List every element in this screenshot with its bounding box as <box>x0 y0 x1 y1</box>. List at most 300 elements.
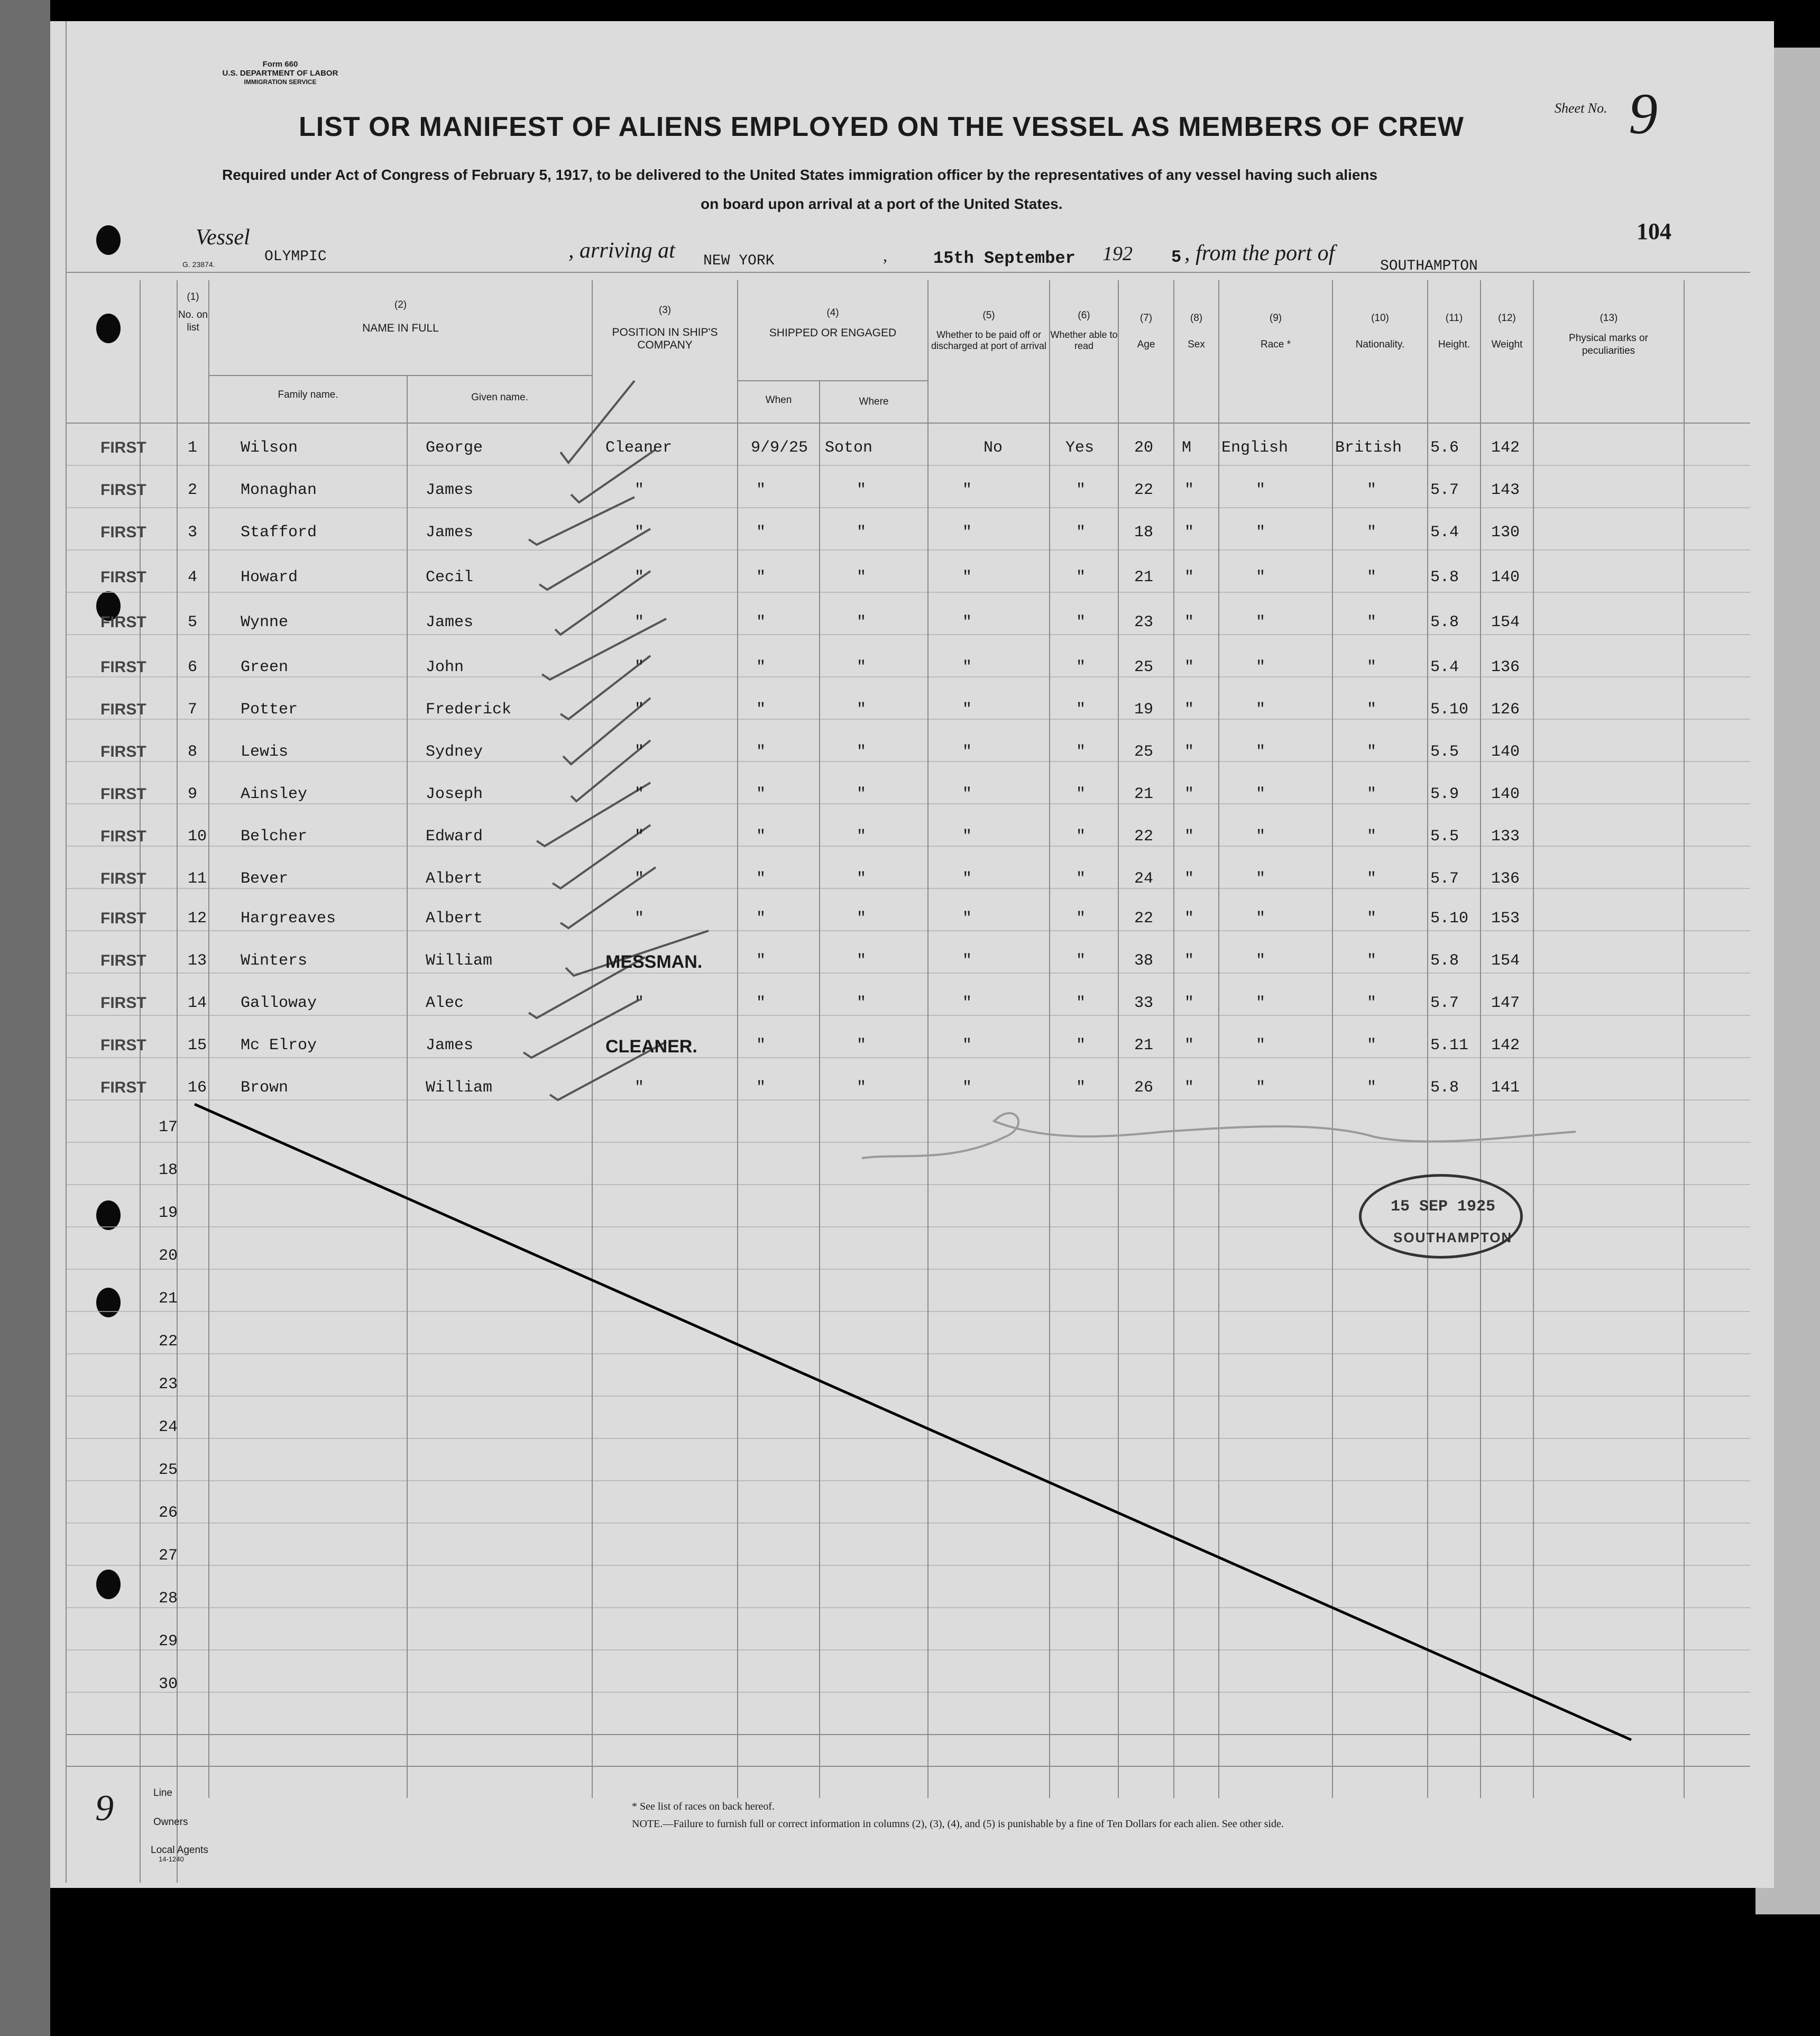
cell-given: Sydney <box>426 743 483 761</box>
cell-sex: " <box>1184 828 1194 846</box>
col4-header <box>738 307 928 340</box>
row-number: 19 <box>159 1204 178 1222</box>
col7-label: Age <box>1137 339 1155 350</box>
cell-given: William <box>426 952 493 970</box>
col12-label: Weight <box>1491 339 1523 350</box>
form-title: LIST OR MANIFEST OF ALIENS EMPLOYED ON THE VESSEL AS MEMBERS OF CREW <box>299 112 1464 142</box>
cell-height: 5.4 <box>1430 658 1459 676</box>
cell-age: 22 <box>1134 910 1154 928</box>
cell-given: George <box>426 439 483 457</box>
cell-weight: 154 <box>1491 613 1520 631</box>
cell-when: " <box>756 994 766 1012</box>
cell-family: Belcher <box>241 828 308 846</box>
footer-code: 14-1240 <box>159 1855 184 1863</box>
cell-age: 22 <box>1134 481 1154 499</box>
col3-num: (3) <box>658 305 672 316</box>
cell-no: 10 <box>188 828 207 846</box>
cell-no: 12 <box>188 910 207 928</box>
cell-age: 33 <box>1134 994 1154 1012</box>
cell-given: Albert <box>426 870 483 888</box>
cell-when: " <box>756 785 766 803</box>
cell-position: " <box>635 785 645 803</box>
col4b-header: Where <box>859 396 889 407</box>
cell-sex: " <box>1184 910 1194 928</box>
col2-header <box>209 299 592 335</box>
arrival-date: 15th September <box>933 249 1076 268</box>
cell-height: 5.8 <box>1430 1079 1459 1097</box>
row-number: 20 <box>159 1247 178 1265</box>
cell-position: " <box>635 658 645 676</box>
cell-nationality: " <box>1367 658 1377 676</box>
cell-position: " <box>635 568 645 586</box>
cell-paid: " <box>962 785 972 803</box>
cell-given: James <box>426 613 474 631</box>
cell-position: " <box>635 743 645 761</box>
cell-when: " <box>756 1079 766 1097</box>
cell-class: FIRST <box>100 828 146 845</box>
cell-sex: " <box>1184 524 1194 542</box>
stamp-date: 15 SEP 1925 <box>1391 1198 1496 1216</box>
cell-read: " <box>1076 1037 1086 1054</box>
col4-num: (4) <box>826 307 839 318</box>
cell-weight: 133 <box>1491 828 1520 846</box>
cell-weight: 136 <box>1491 658 1520 676</box>
cell-no: 9 <box>188 785 198 803</box>
cell-family: Howard <box>241 568 298 586</box>
cell-weight: 147 <box>1491 994 1520 1012</box>
cell-family: Galloway <box>241 994 317 1012</box>
cell-where: " <box>857 701 867 719</box>
port-stamp <box>1359 1174 1523 1259</box>
g-code: G. 23874. <box>182 260 215 269</box>
cell-sex: " <box>1184 870 1194 888</box>
handwritten-number: 9 <box>95 1788 114 1829</box>
sheet-number: 9 <box>1629 81 1658 146</box>
col12-num: (12) <box>1498 313 1516 324</box>
cell-sex: " <box>1184 568 1194 586</box>
cell-read: " <box>1076 870 1086 888</box>
cell-paid: No <box>983 439 1003 457</box>
cell-nationality: " <box>1367 524 1377 542</box>
cell-age: 25 <box>1134 743 1154 761</box>
col3-label: POSITION IN SHIP'S COMPANY <box>612 326 718 351</box>
cell-race: " <box>1256 785 1266 803</box>
col1-label: No. on list <box>178 309 208 333</box>
row-number: 22 <box>159 1333 178 1351</box>
cell-when: " <box>756 658 766 676</box>
cell-when: " <box>756 952 766 970</box>
cell-height: 5.4 <box>1430 524 1459 542</box>
col11-num: (11) <box>1445 313 1463 324</box>
cell-when: " <box>756 524 766 542</box>
col4a-header: When <box>765 395 792 406</box>
cell-race: " <box>1256 481 1266 499</box>
cell-paid: " <box>962 568 972 586</box>
cell-where: " <box>857 524 867 542</box>
cell-weight: 142 <box>1491 1037 1520 1054</box>
cell-when: " <box>756 701 766 719</box>
cell-read: Yes <box>1065 439 1095 457</box>
col2b-header: Given name. <box>471 392 528 403</box>
cell-race: English <box>1221 439 1289 457</box>
cell-weight: 141 <box>1491 1079 1520 1097</box>
cell-race: " <box>1256 1079 1266 1097</box>
cell-race: " <box>1256 1037 1266 1054</box>
cell-given: James <box>426 1037 474 1054</box>
cell-when: " <box>756 828 766 846</box>
col2-label: NAME IN FULL <box>362 322 439 334</box>
cell-paid: " <box>962 524 972 542</box>
department: U.S. DEPARTMENT OF LABOR <box>222 69 338 78</box>
cell-paid: " <box>962 952 972 970</box>
cell-sex: " <box>1184 701 1194 719</box>
col7-num: (7) <box>1139 313 1153 324</box>
col6-header <box>1050 309 1118 352</box>
col8-header <box>1174 312 1219 351</box>
cell-where: " <box>857 1079 867 1097</box>
cell-height: 5.5 <box>1430 743 1459 761</box>
cell-age: 18 <box>1134 524 1154 542</box>
col4-label: SHIPPED OR ENGAGED <box>769 327 897 339</box>
cell-no: 2 <box>188 481 198 499</box>
cell-race: " <box>1256 613 1266 631</box>
cell-where: " <box>857 568 867 586</box>
cell-sex: " <box>1184 952 1194 970</box>
cell-family: Potter <box>241 701 298 719</box>
cell-weight: 140 <box>1491 568 1520 586</box>
cell-family: Wilson <box>241 439 298 457</box>
row-number: 30 <box>159 1675 178 1693</box>
cell-class: FIRST <box>100 785 146 803</box>
cell-where: " <box>857 785 867 803</box>
col6-label: Whether able to read <box>1050 329 1118 351</box>
col9-label: Race * <box>1260 339 1291 350</box>
row-number: 28 <box>159 1590 178 1608</box>
cell-no: 3 <box>188 524 198 542</box>
cell-race: " <box>1256 524 1266 542</box>
cell-nationality: " <box>1367 568 1377 586</box>
cell-no: 5 <box>188 613 198 631</box>
cell-class: FIRST <box>100 994 146 1012</box>
cell-where: " <box>857 1037 867 1054</box>
cell-paid: " <box>962 994 972 1012</box>
cell-position: CLEANER. <box>605 1037 697 1057</box>
cell-paid: " <box>962 701 972 719</box>
cell-family: Mc Elroy <box>241 1037 317 1054</box>
col7-header <box>1118 312 1174 351</box>
cell-when: " <box>756 870 766 888</box>
cell-class: FIRST <box>100 568 146 586</box>
form-number: Form 660 <box>262 60 298 69</box>
footer-note-1: * See list of races on back hereof. <box>632 1801 775 1812</box>
cell-paid: " <box>962 481 972 499</box>
cell-class: FIRST <box>100 439 146 456</box>
cell-no: 14 <box>188 994 207 1012</box>
cell-where: " <box>857 743 867 761</box>
cell-class: FIRST <box>100 1079 146 1096</box>
cell-height: 5.7 <box>1430 870 1459 888</box>
col10-header <box>1332 312 1428 351</box>
cell-nationality: " <box>1367 481 1377 499</box>
cell-no: 8 <box>188 743 198 761</box>
footer-owners: Owners <box>153 1817 188 1828</box>
col3-header <box>592 304 738 352</box>
form-subtitle-2: on board upon arrival at a port of the United States. <box>701 196 1063 212</box>
cell-paid: " <box>962 828 972 846</box>
cell-family: Wynne <box>241 613 289 631</box>
cell-where: " <box>857 952 867 970</box>
cell-family: Hargreaves <box>241 910 336 928</box>
cell-given: William <box>426 1079 493 1097</box>
cell-where: " <box>857 613 867 631</box>
cell-weight: 142 <box>1491 439 1520 457</box>
row-number: 25 <box>159 1461 178 1479</box>
cell-family: Winters <box>241 952 308 970</box>
cell-race: " <box>1256 701 1266 719</box>
cell-no: 1 <box>188 439 198 457</box>
col8-label: Sex <box>1188 339 1205 350</box>
cell-weight: 140 <box>1491 743 1520 761</box>
col11-label: Height. <box>1438 339 1470 350</box>
cell-class: FIRST <box>100 613 146 631</box>
cell-height: 5.8 <box>1430 568 1459 586</box>
cell-height: 5.10 <box>1430 701 1469 719</box>
cell-position: MESSMAN. <box>605 952 703 972</box>
cell-sex: " <box>1184 994 1194 1012</box>
cell-read: " <box>1076 568 1086 586</box>
cell-when: " <box>756 568 766 586</box>
cell-where: " <box>857 658 867 676</box>
cell-class: FIRST <box>100 701 146 718</box>
col13-header <box>1533 312 1684 357</box>
cell-nationality: " <box>1367 828 1377 846</box>
footer-line: Line <box>153 1787 172 1799</box>
cell-height: 5.10 <box>1430 910 1469 928</box>
cell-nationality: " <box>1367 1037 1377 1054</box>
col11-header <box>1428 312 1481 351</box>
cell-given: Cecil <box>426 568 474 586</box>
cell-given: John <box>426 658 464 676</box>
cell-position: " <box>635 701 645 719</box>
cell-nationality: " <box>1367 613 1377 631</box>
cell-family: Green <box>241 658 289 676</box>
cell-family: Monaghan <box>241 481 317 499</box>
cell-given: Alec <box>426 994 464 1012</box>
cell-when: " <box>756 481 766 499</box>
cell-height: 5.8 <box>1430 613 1459 631</box>
form-subtitle-1: Required under Act of Congress of February 5, 1917, to be delivered to the United States immigration officer by the representatives of any vessel having such aliens <box>222 167 1378 183</box>
cell-family: Stafford <box>241 524 317 542</box>
cell-race: " <box>1256 658 1266 676</box>
cell-weight: 130 <box>1491 524 1520 542</box>
cell-age: 23 <box>1134 613 1154 631</box>
cell-where: " <box>857 828 867 846</box>
cell-given: Joseph <box>426 785 483 803</box>
cell-sex: M <box>1182 439 1192 457</box>
cell-class: FIRST <box>100 952 146 969</box>
cell-weight: 154 <box>1491 952 1520 970</box>
cell-when: " <box>756 743 766 761</box>
col13-num: (13) <box>1600 313 1618 324</box>
cell-paid: " <box>962 910 972 928</box>
cell-age: 21 <box>1134 568 1154 586</box>
cell-sex: " <box>1184 785 1194 803</box>
vessel-name: OLYMPIC <box>264 249 327 265</box>
cell-given: Frederick <box>426 701 512 719</box>
cell-height: 5.8 <box>1430 952 1459 970</box>
cell-race: " <box>1256 568 1266 586</box>
form-header-block <box>222 60 338 87</box>
cell-sex: " <box>1184 481 1194 499</box>
col8-num: (8) <box>1190 313 1203 324</box>
cell-paid: " <box>962 658 972 676</box>
cell-class: FIRST <box>100 870 146 887</box>
footer-note-2: NOTE.—Failure to furnish full or correct information in columns (2), (3), (4), and (5) is punishable by a fine of Ten Dollars for each alien. See other side. <box>632 1818 1284 1830</box>
cell-age: 21 <box>1134 785 1154 803</box>
cell-weight: 136 <box>1491 870 1520 888</box>
cell-weight: 153 <box>1491 910 1520 928</box>
cell-read: " <box>1076 952 1086 970</box>
arriving-port: NEW YORK <box>703 253 775 269</box>
cell-read: " <box>1076 658 1086 676</box>
col9-num: (9) <box>1269 313 1282 324</box>
cell-class: FIRST <box>100 524 146 541</box>
cell-read: " <box>1076 481 1086 499</box>
col2a-header: Family name. <box>278 389 338 400</box>
cell-when: " <box>756 613 766 631</box>
cell-when: 9/9/25 <box>751 439 808 457</box>
cell-position: " <box>635 828 645 846</box>
cell-nationality: " <box>1367 701 1377 719</box>
cell-height: 5.7 <box>1430 994 1459 1012</box>
cell-no: 7 <box>188 701 198 719</box>
year-suffix: 5 <box>1171 247 1182 267</box>
cell-paid: " <box>962 613 972 631</box>
cell-where: " <box>857 870 867 888</box>
col1-num: (1) <box>187 291 199 302</box>
cell-read: " <box>1076 910 1086 928</box>
cell-paid: " <box>962 1079 972 1097</box>
cell-no: 6 <box>188 658 198 676</box>
cell-height: 5.9 <box>1430 785 1459 803</box>
cell-family: Ainsley <box>241 785 308 803</box>
arriving-label: , arriving at <box>568 239 675 263</box>
col5-header <box>928 309 1050 352</box>
cell-family: Lewis <box>241 743 289 761</box>
cell-sex: " <box>1184 1037 1194 1054</box>
cell-height: 5.6 <box>1430 439 1459 457</box>
col6-num: (6) <box>1078 310 1090 321</box>
cell-class: FIRST <box>100 658 146 676</box>
cell-paid: " <box>962 743 972 761</box>
cell-position: " <box>635 613 645 631</box>
cell-nationality: " <box>1367 952 1377 970</box>
col2-num: (2) <box>394 299 407 310</box>
cell-position: " <box>635 910 645 928</box>
sheet-label: Sheet No. <box>1555 100 1607 116</box>
cell-read: " <box>1076 743 1086 761</box>
cell-age: 38 <box>1134 952 1154 970</box>
cell-position: Cleaner <box>605 439 673 457</box>
cell-no: 4 <box>188 568 198 586</box>
cell-position: " <box>635 524 645 542</box>
cell-family: Bever <box>241 870 289 888</box>
col5-num: (5) <box>982 310 995 321</box>
comma: , <box>883 246 887 265</box>
col13-label: Physical marks or peculiarities <box>1569 333 1648 356</box>
cell-nationality: " <box>1367 994 1377 1012</box>
from-port: SOUTHAMPTON <box>1380 258 1478 274</box>
cell-read: " <box>1076 613 1086 631</box>
col10-num: (10) <box>1371 313 1389 324</box>
vessel-label: Vessel <box>196 225 250 250</box>
row-number: 23 <box>159 1375 178 1393</box>
row-number: 29 <box>159 1633 178 1650</box>
cell-read: " <box>1076 994 1086 1012</box>
service: IMMIGRATION SERVICE <box>244 78 317 86</box>
row-number: 17 <box>159 1118 178 1136</box>
cell-where: " <box>857 910 867 928</box>
cell-race: " <box>1256 743 1266 761</box>
cell-class: FIRST <box>100 910 146 927</box>
cell-age: 25 <box>1134 658 1154 676</box>
cell-read: " <box>1076 701 1086 719</box>
cell-read: " <box>1076 1079 1086 1097</box>
cell-race: " <box>1256 994 1266 1012</box>
cell-position: " <box>635 994 645 1012</box>
cell-age: 20 <box>1134 439 1154 457</box>
cell-race: " <box>1256 870 1266 888</box>
cell-where: Soton <box>825 439 873 457</box>
col1-header <box>174 291 212 334</box>
cell-no: 15 <box>188 1037 207 1054</box>
cell-read: " <box>1076 828 1086 846</box>
cell-no: 13 <box>188 952 207 970</box>
cell-height: 5.11 <box>1430 1037 1469 1054</box>
cell-paid: " <box>962 1037 972 1054</box>
year-prefix: 192 <box>1102 243 1133 265</box>
cell-position: " <box>635 1079 645 1097</box>
cell-position: " <box>635 481 645 499</box>
cell-given: Albert <box>426 910 483 928</box>
cell-age: 24 <box>1134 870 1154 888</box>
col12-header <box>1481 312 1533 351</box>
cell-no: 16 <box>188 1079 207 1097</box>
row-number: 24 <box>159 1418 178 1436</box>
cell-weight: 140 <box>1491 785 1520 803</box>
col9-header <box>1219 312 1332 351</box>
cell-where: " <box>857 994 867 1012</box>
cell-nationality: British <box>1335 439 1402 457</box>
cell-position: " <box>635 870 645 888</box>
cell-no: 11 <box>188 870 207 888</box>
row-number: 26 <box>159 1504 178 1522</box>
cell-weight: 126 <box>1491 701 1520 719</box>
cell-read: " <box>1076 524 1086 542</box>
cell-age: 22 <box>1134 828 1154 846</box>
row-number: 27 <box>159 1547 178 1565</box>
page-number: 104 <box>1637 218 1671 244</box>
col5-label: Whether to be paid off or discharged at port of arrival <box>931 329 1047 351</box>
cell-sex: " <box>1184 658 1194 676</box>
cell-weight: 143 <box>1491 481 1520 499</box>
cell-age: 19 <box>1134 701 1154 719</box>
cell-class: FIRST <box>100 743 146 760</box>
cell-age: 21 <box>1134 1037 1154 1054</box>
footer-agents: Local Agents <box>151 1845 208 1856</box>
cell-class: FIRST <box>100 481 146 499</box>
row-number: 18 <box>159 1161 178 1179</box>
